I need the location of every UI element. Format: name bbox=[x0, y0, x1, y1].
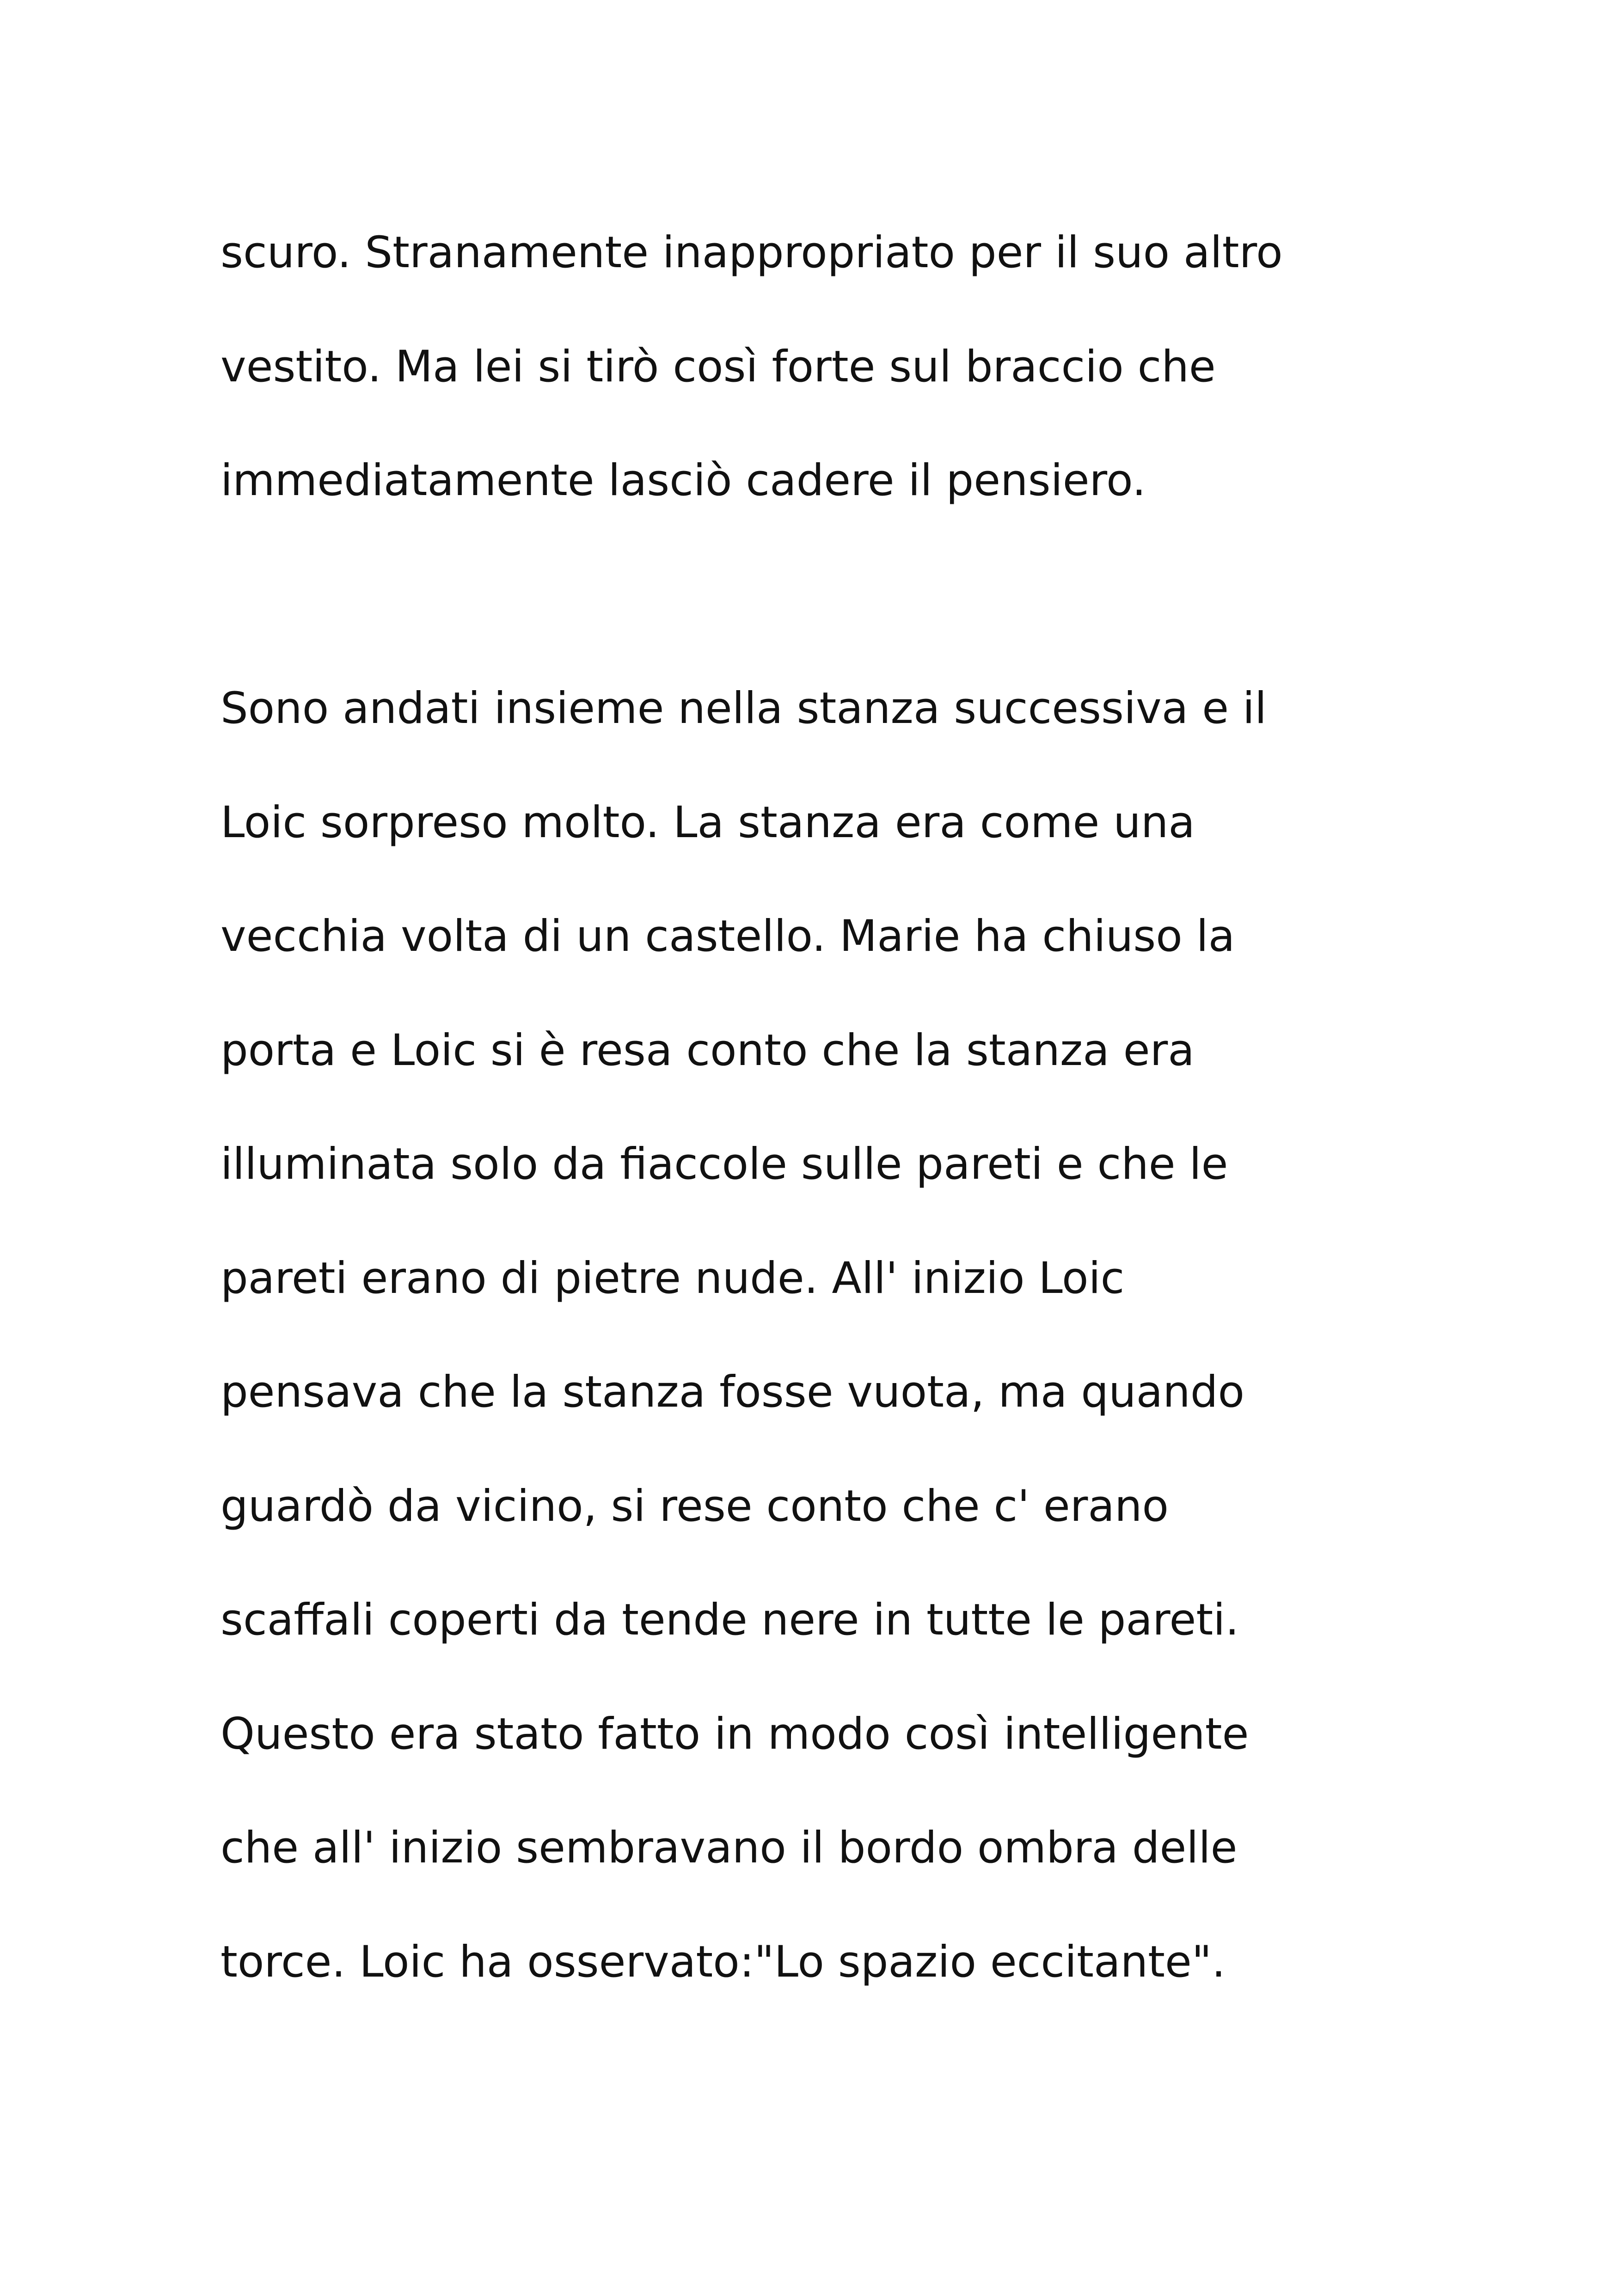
paragraph-1 bbox=[221, 196, 1469, 538]
text-line: che all' inizio sembravano il bordo ombra delle bbox=[221, 1823, 1238, 1873]
body-text bbox=[221, 196, 1469, 2019]
text-line: vecchia volta di un castello. Marie ha chiuso la bbox=[221, 911, 1235, 961]
text-line: immediatamente lasciò cadere il pensiero. bbox=[221, 455, 1146, 506]
text-line: porta e Loic si è resa conto che la stanza era bbox=[221, 1025, 1195, 1076]
text-line: Loic sorpreso molto. La stanza era come una bbox=[221, 797, 1195, 848]
text-line: Sono andati insieme nella stanza successiva e il bbox=[221, 683, 1267, 734]
text-line: scuro. Stranamente inappropriato per il suo altro bbox=[221, 227, 1283, 278]
text-line: scaffali coperti da tende nere in tutte le pareti. bbox=[221, 1595, 1239, 1645]
text-line: illuminata solo da fiaccole sulle pareti e che le bbox=[221, 1139, 1228, 1189]
text-line: pensava che la stanza fosse vuota, ma quando bbox=[221, 1367, 1245, 1417]
paragraph-2 bbox=[221, 652, 1469, 2019]
text-line: pareti erano di pietre nude. All' inizio Loic bbox=[221, 1253, 1125, 1304]
text-line: torce. Loic ha osservato:"Lo spazio eccitante". bbox=[221, 1936, 1226, 1987]
text-line: vestito. Ma lei si tirò così forte sul braccio che bbox=[221, 341, 1216, 392]
text-line: Questo era stato fatto in modo così intelligente bbox=[221, 1708, 1249, 1759]
text-line: guardò da vicino, si rese conto che c' erano bbox=[221, 1481, 1169, 1531]
